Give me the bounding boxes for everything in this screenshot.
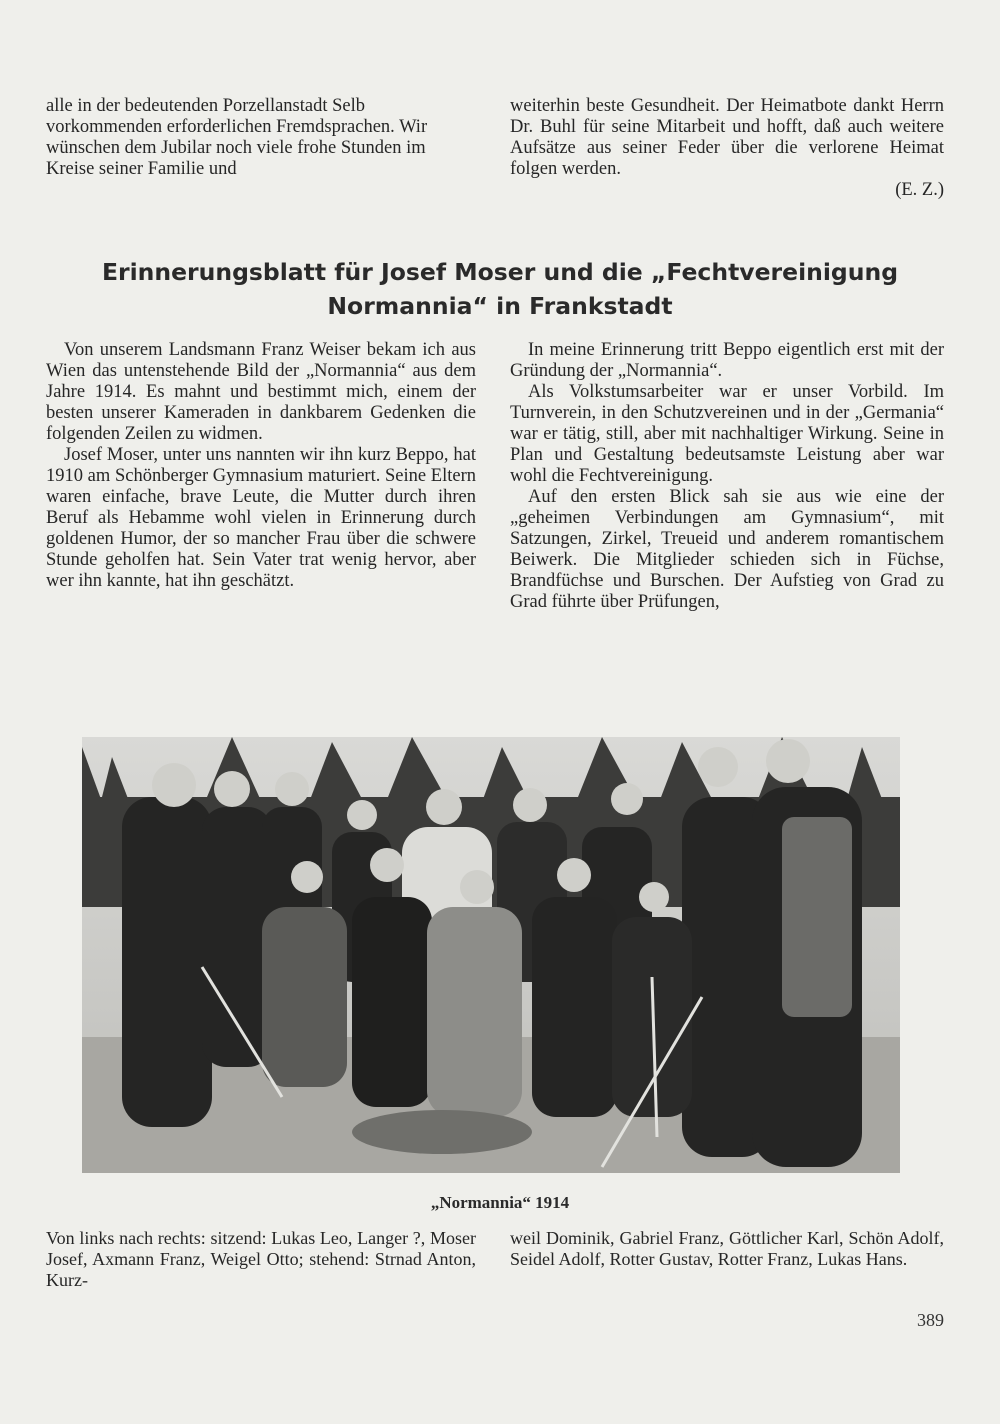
article-paragraph: Von unserem Landsmann Franz Weiser bekam ich aus Wien das untenstehende Bild der „Normannia“ aus dem Jahre 1914. Es mahnt und bestimmt mich, einem der besten unserer Kameraden in dankbarem Gedenken die folgenden Zeilen zu widmen. <box>46 340 476 444</box>
intro-right-column <box>510 96 944 201</box>
fencing-gear-on-ground <box>352 1110 532 1154</box>
seated-figures <box>262 897 692 1117</box>
article-paragraph: In meine Erinnerung tritt Beppo eigentlich erst mit der Gründung der „Normannia“. <box>510 340 944 381</box>
photo-names-left: Von links nach rechts: sitzend: Lukas Leo, Langer ?, Moser Josef, Axmann Franz, Weigel Otto; stehend: Strnad Anton, Kurz- <box>46 1228 476 1290</box>
intro-left-text: alle in der bedeutenden Porzellanstadt Selb vorkommenden erforderlichen Fremdsprachen. Wir wünschen dem Jubilar noch viele frohe Stunden im Kreise seiner Familie und <box>46 96 428 179</box>
group-photo-illustration <box>82 737 900 1173</box>
group-photo <box>82 737 900 1173</box>
article-right-column <box>510 340 944 613</box>
article-paragraph: Auf den ersten Blick sah sie aus wie eine der „geheimen Verbindungen am Gymnasium“, mit Satzungen, Zirkel, Treueid und anderem romantischem Beiwerk. Die Mitglieder schieden sich in Füchse, Brandfüchse und Burschen. Der Aufstieg von Grad zu Grad führte über Prüfungen, <box>510 487 944 612</box>
article-title-line-2: Normannia“ in Frankstadt <box>327 292 673 320</box>
intro-signature: (E. Z.) <box>895 180 944 200</box>
photo-names-right: weil Dominik, Gabriel Franz, Göttlicher Karl, Schön Adolf, Seidel Adolf, Rotter Gustav, Rotter Franz, Lukas Hans. <box>510 1228 944 1269</box>
intro-signature-row <box>510 180 944 201</box>
article-paragraph: Als Volkstumsarbeiter war er unser Vorbild. Im Turnverein, in den Schutzvereinen und in der „Germania“ war er tätig, still, aber mit nachhaltiger Wirkung. Seine in Plan und Gestaltung bedeutsamste Leistung aber war wohl die Fechtvereinigung. <box>510 382 944 486</box>
article-title-line-1: Erinnerungsblatt für Josef Moser und die „Fechtvereinigung <box>101 258 899 286</box>
vest-figure <box>782 817 852 1017</box>
photo-caption: „Normannia“ 1914 <box>430 1193 570 1212</box>
article-left-column <box>46 340 476 592</box>
intro-right-text: weiterhin beste Gesundheit. Der Heimatbote dankt Herrn Dr. Buhl für seine Mitarbeit und hofft, daß auch weitere Aufsätze aus seiner Feder über die verlorene Heimat folgen werden. <box>510 96 944 179</box>
article-paragraph: Josef Moser, unter uns nannten wir ihn kurz Beppo, hat 1910 am Schönberger Gymnasium maturiert. Seine Eltern waren einfache, brave Leute, die Mutter durch ihren Beruf als Hebamme wohl vielen in Erinnerung durch goldenen Humor, der so mancher Frau über die schwere Stunde geholfen hat. Sein Vater trat wenig hervor, aber wer ihn kannte, hat ihn geschätzt. <box>46 445 476 591</box>
page-number: 389 <box>917 1310 944 1330</box>
article-title <box>40 255 960 323</box>
intro-left-column <box>46 96 476 180</box>
